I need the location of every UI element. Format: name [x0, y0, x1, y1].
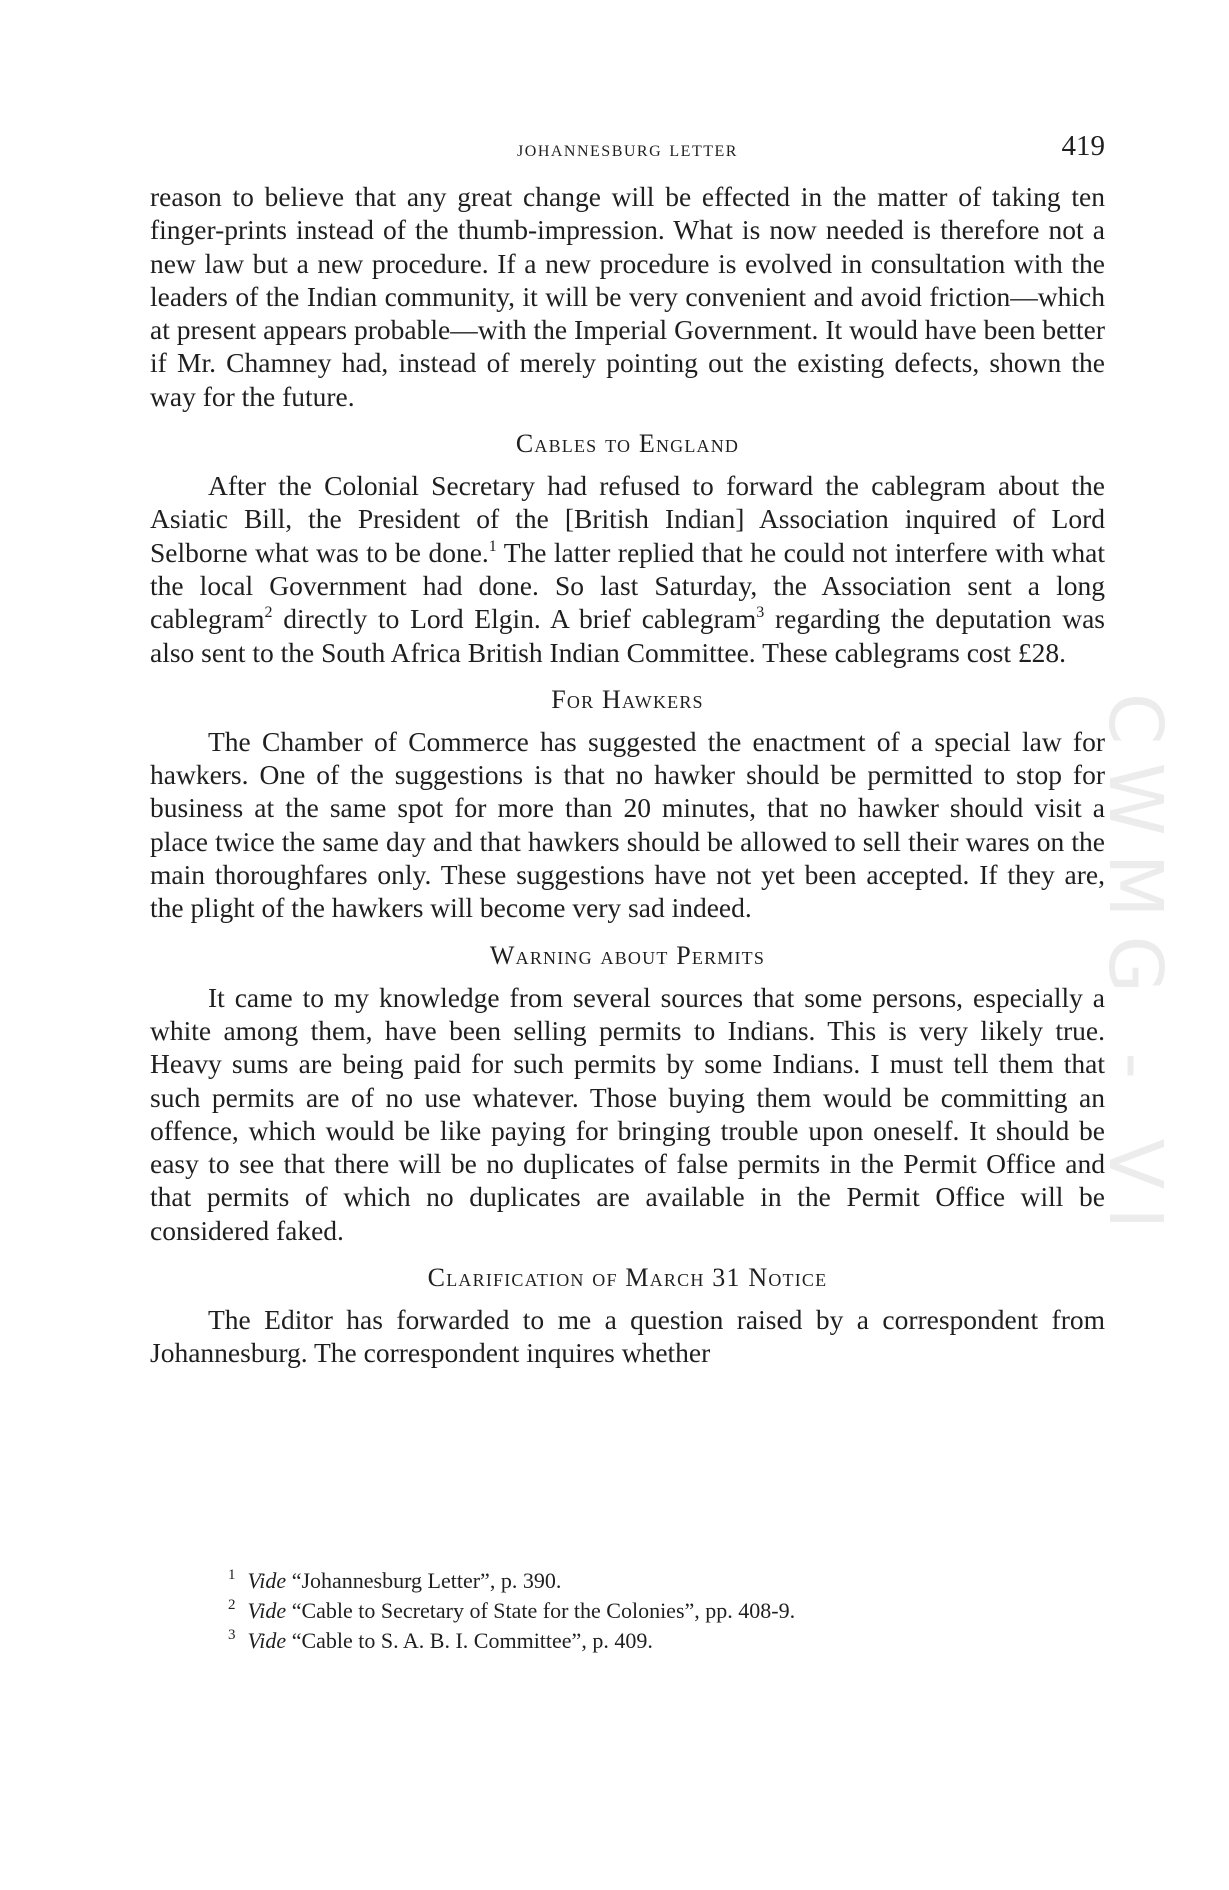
footnote — [228, 1596, 1028, 1626]
footnotes — [228, 1566, 1028, 1656]
footnote-mark: 1 — [228, 1567, 236, 1583]
section-heading-hawkers: For Hawkers — [551, 684, 704, 714]
page-body — [150, 180, 1105, 1370]
footnote-text: “Johannesburg Letter”, p. 390. — [286, 1568, 562, 1593]
cables-text-d: regarding the deputation was also sent to the South Africa British Indian Committee. These cablegrams cost £28. — [150, 603, 1105, 668]
cables-text-b: The latter replied that he could not interfere with what the local Government had done. So last Saturday, the Association sent a long cablegram — [150, 536, 1106, 635]
footnote — [228, 1566, 1028, 1596]
running-head — [150, 130, 1105, 164]
footnote-mark: 3 — [228, 1627, 236, 1643]
footnote-text: “Cable to S. A. B. I. Committee”, p. 409. — [286, 1628, 653, 1653]
paragraph-permits: It came to my knowledge from several sources that some persons, especially a white among them, have been selling permits to Indians. This is very likely true. Heavy sums are being paid for such permits by some Indians. I must tell them that such permits are of no use whatever. Those buying them would be committing an offence, which would be like paying for bringing trouble upon oneself. It should be easy to see that there will be no duplicates of false permits in the Permit Office and that permits of which no duplicates are available in the Permit Office will be considered faked. — [150, 981, 1105, 1246]
running-title: johannesburg letter — [517, 136, 738, 161]
footnote — [228, 1626, 1028, 1656]
cables-text-a: After the Colonial Secretary had refused to forward the cablegram about the Asiatic Bill, the President of the [British Indian] Association inquired of Lord Selborne what was to be done. — [150, 470, 1105, 568]
section-heading-cables: Cables to England — [515, 429, 740, 459]
footnote-vide: Vide — [247, 1568, 287, 1593]
paragraph-continuation: reason to believe that any great change will be effected in the matter of taking ten finger-prints instead of the thumb-impression. What is now needed is therefore not a new law but a new procedure. If a new procedure is evolved in consultation with the leaders of the Indian community, it will be very convenient and avoid friction—which at present appears probable—with the Imperial Government. It would have been better if Mr. Chamney had, instead of merely pointing out the existing defects, shown the way for the future. — [150, 181, 1105, 412]
section-heading-notice: Clarification of March 31 Notice — [427, 1263, 828, 1293]
footnote-ref-2: 2 — [264, 604, 273, 622]
footnote-text: “Cable to Secretary of State for the Colonies”, pp. 408-9. — [286, 1598, 796, 1623]
footnote-mark: 2 — [228, 1597, 236, 1613]
footnote-ref-1: 1 — [488, 537, 497, 555]
watermark-text: CWMG - VI — [1092, 692, 1178, 1248]
watermark — [1092, 570, 1178, 1370]
footnote-vide: Vide — [247, 1628, 287, 1653]
footnote-vide: Vide — [247, 1598, 287, 1623]
paragraph-hawkers: The Chamber of Commerce has suggested the enactment of a special law for hawkers. One of the suggestions is that no hawker should be permitted to stop for business at the same spot for more than 20 minutes, that no hawker should visit a place twice the same day and that hawkers should be allowed to sell their wares on the main thoroughfares only. These suggestions have not yet been accepted. If they are, the plight of the hawkers will become very sad indeed. — [150, 725, 1105, 924]
paragraph-cables — [150, 469, 1105, 669]
page-number: 419 — [1061, 130, 1105, 162]
paragraph-notice: The Editor has forwarded to me a question raised by a correspondent from Johannesburg. The correspondent inquires whether — [150, 1304, 1105, 1369]
cables-text-c: directly to Lord Elgin. A brief cablegram — [272, 603, 757, 635]
section-heading-permits: Warning about Permits — [489, 940, 766, 970]
footnote-ref-3: 3 — [756, 604, 765, 622]
